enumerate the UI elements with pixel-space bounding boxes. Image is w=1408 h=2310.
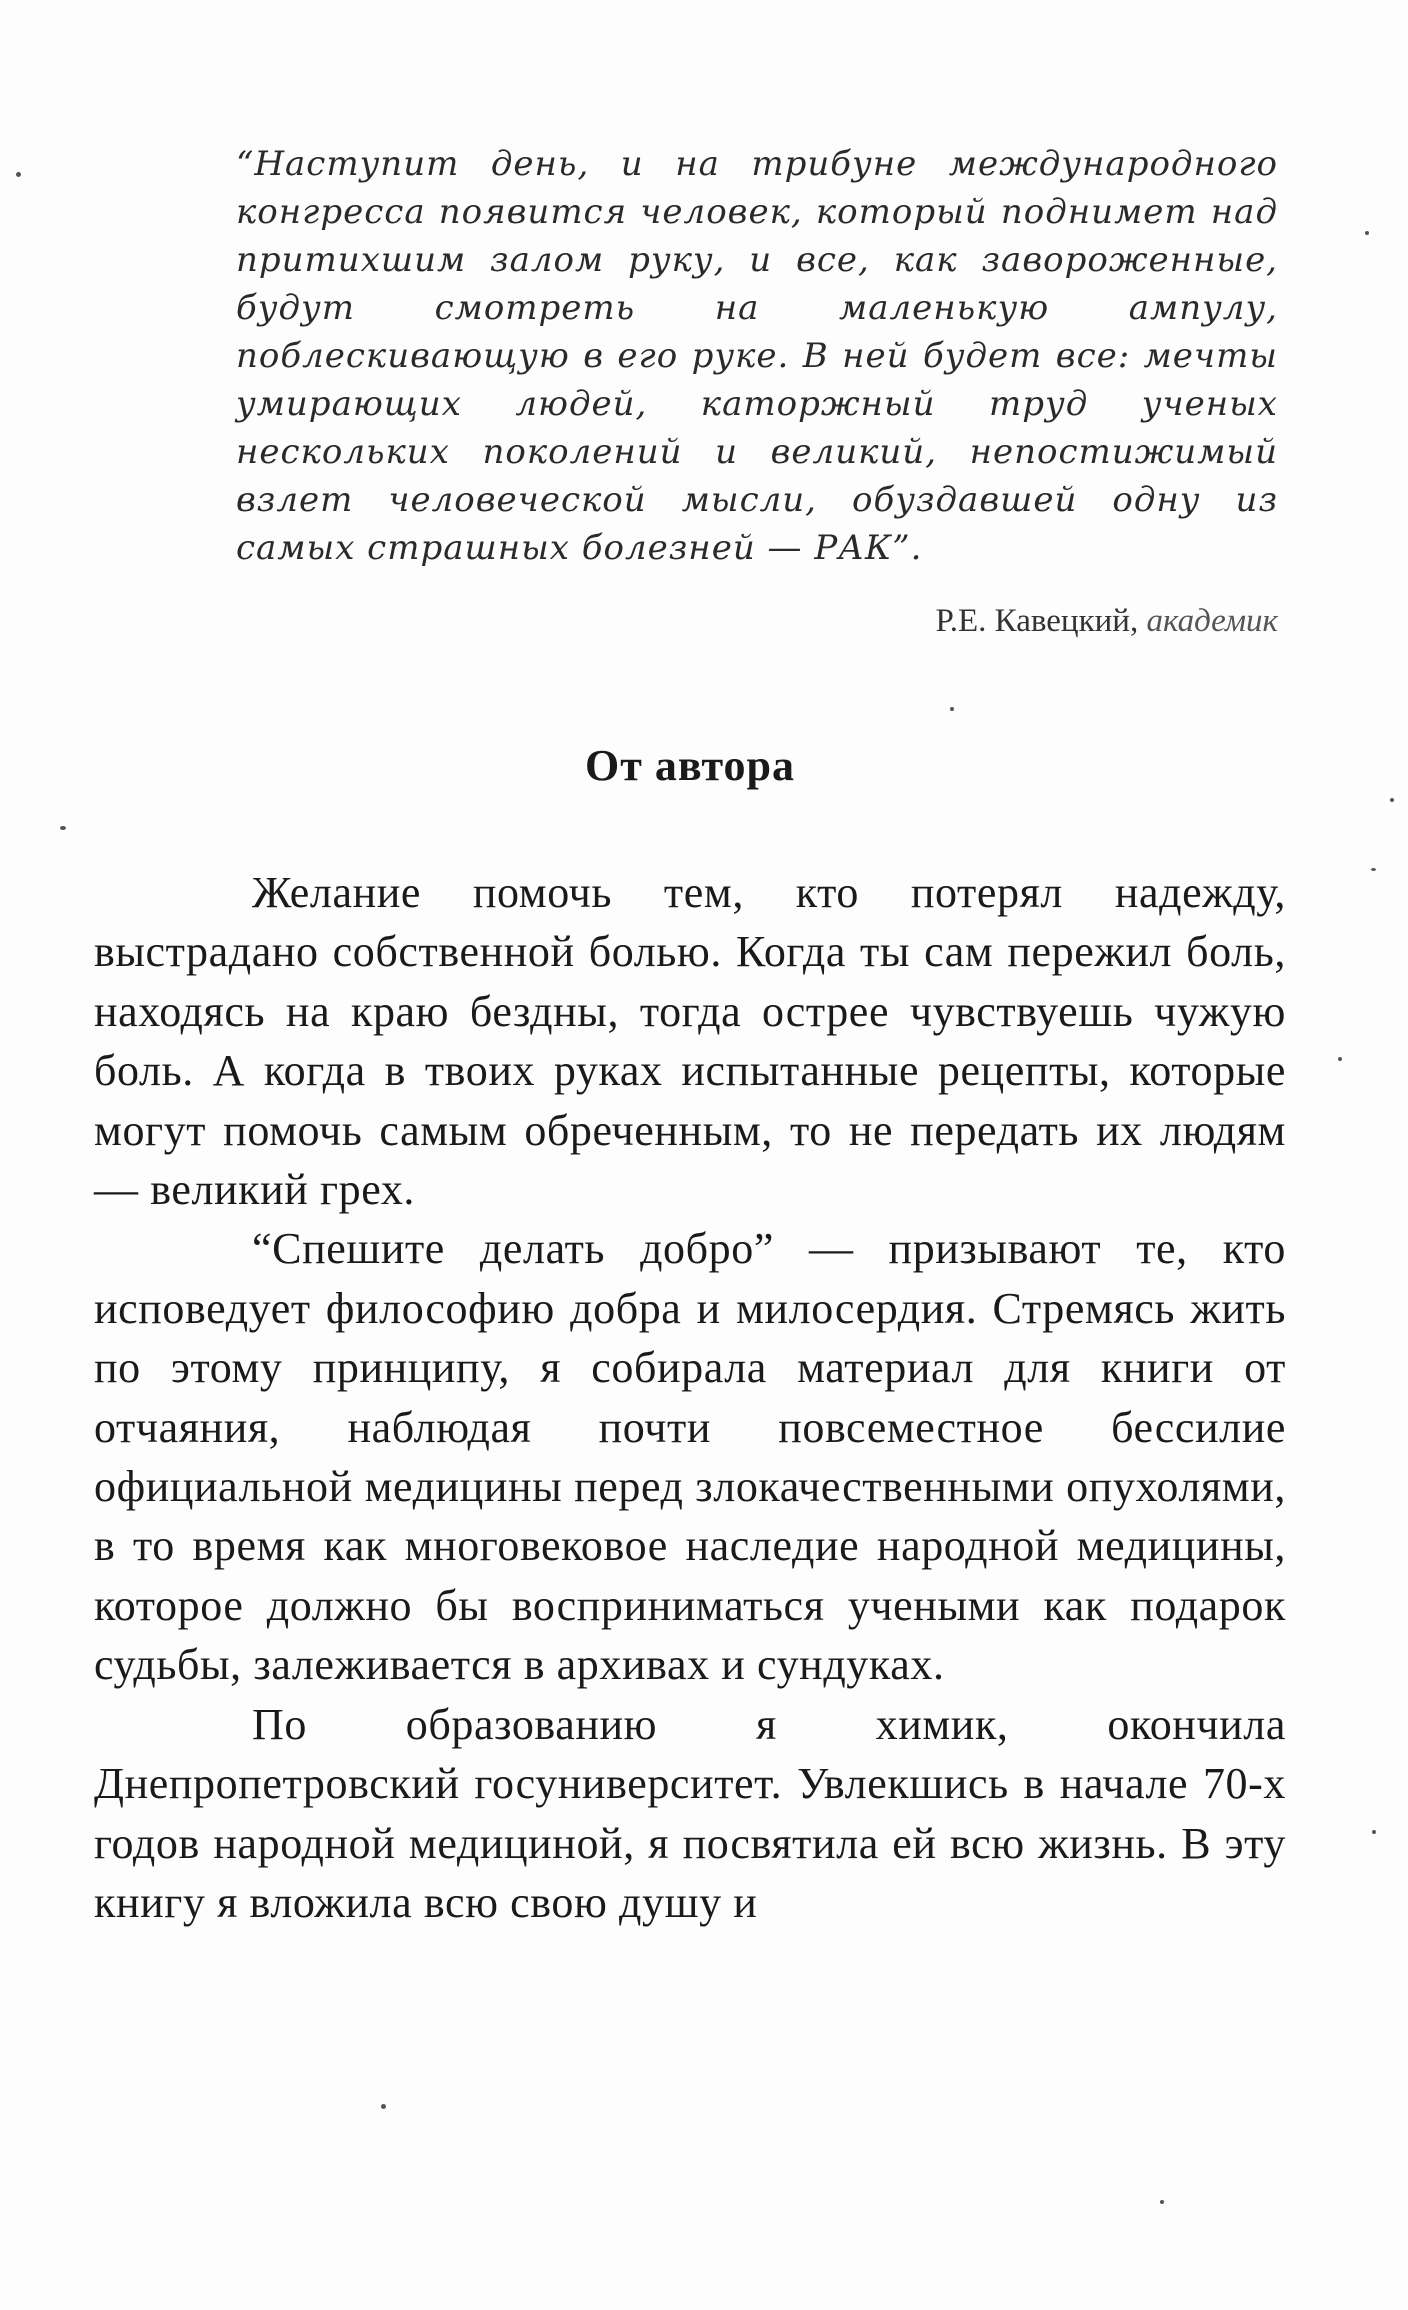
paragraph: “Спешите делать добро” — призывают те, кто исповедует философию добра и милосердия. Стремясь жить по этому принципу, я собирала материал для книги от отчаяния, наблюдая почти повсеместное бессилие официальной медицины перед злокачественными опухолями, в то время как многовековое наследие народной медицины, которое должно бы восприниматься учеными как подарок судьбы, залеживается в архивах и сундуках. — [94, 1224, 1286, 1690]
section-heading: От автора — [584, 741, 795, 790]
scan-speck — [1371, 868, 1376, 871]
scan-speck — [60, 826, 66, 830]
epigraph-author-title: академик — [1146, 603, 1278, 639]
scan-speck — [1160, 2200, 1164, 2204]
paragraph: Желание помочь тем, кто потерял надежду, выстрадано собственной болью. Когда ты сам пережил боль, находясь на краю бездны, тогда острее чувствуешь чужую боль. А когда в твоих руках испытанные рецепты, которые могут помочь самым обреченным, то не передать их людям — великий грех. — [94, 868, 1286, 1215]
scan-speck — [950, 707, 954, 711]
epigraph-attribution — [936, 603, 1278, 640]
section-body — [94, 863, 1286, 1932]
epigraph-author-name: Р.Е. Кавецкий, — [935, 603, 1139, 639]
epigraph-quote: “Наступит день, и на трибуне международного конгресса появится человек, который поднимет над притихшим залом руку, и все, как завороженные, будут смотреть на маленькую ампулу, поблескивающую в его руке. В ней будет все: мечты умирающих людей, каторжный труд ученых нескольких поколений и великий, непостижимый взлет человеческой мысли, обуздавшей одну из самых страшных болезней — РАК”. — [236, 144, 1278, 568]
scan-speck — [16, 172, 21, 177]
scan-speck — [1338, 1057, 1342, 1061]
scan-speck — [1365, 231, 1369, 235]
scan-speck — [1372, 1830, 1376, 1834]
scan-speck — [381, 2104, 386, 2109]
paragraph: По образованию я химик, окончила Днепропетровский госуниверситет. Увлекшись в начале 70-х годов народной медициной, я посвятила ей всю жизнь. В эту книгу я вложила всю свою душу и — [94, 1699, 1286, 1927]
scan-speck — [1390, 798, 1394, 802]
